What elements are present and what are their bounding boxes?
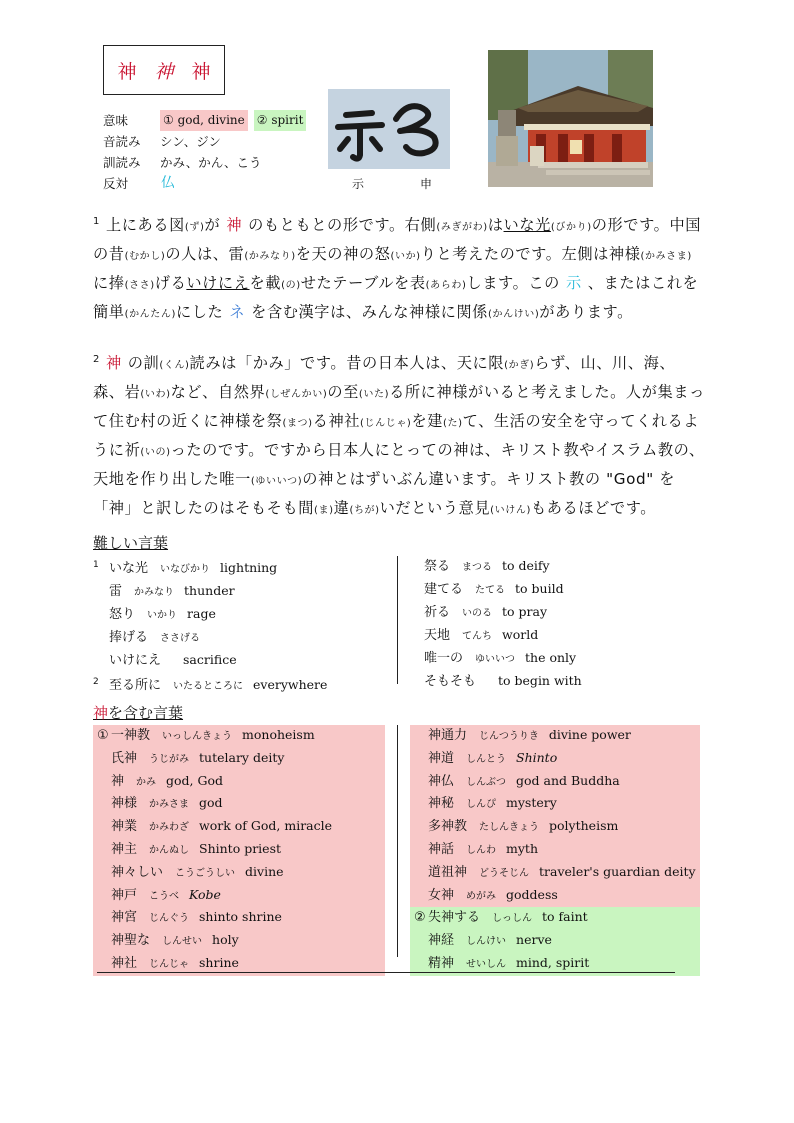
- para2-text: 違: [333, 499, 350, 518]
- word-row: [93, 839, 385, 862]
- vocab-row: [93, 603, 327, 626]
- word-reading: かみさま: [149, 799, 190, 811]
- para1-text: のもともとの形です。右側: [248, 216, 437, 235]
- vocab-meaning: sacrifice: [183, 652, 237, 668]
- onyomi-label: 音読み: [103, 134, 141, 149]
- words-heading-kanji: 神: [93, 704, 109, 722]
- para1-text: が: [204, 216, 221, 235]
- para1-text: があります。: [539, 303, 633, 322]
- para1-reading: (いか): [390, 251, 421, 263]
- vocab-term: 祭る: [424, 559, 451, 574]
- word-reading: しんぴ: [466, 799, 497, 811]
- word-term: 女神: [428, 887, 455, 903]
- word-term: 神様: [111, 796, 138, 812]
- word-reading: いっしんきょう: [162, 731, 233, 742]
- word-row: [410, 862, 700, 885]
- vocab-number: 2: [93, 677, 99, 688]
- word-meaning: nerve: [516, 932, 552, 948]
- word-term: 神話: [428, 841, 455, 857]
- word-reading: せいしん: [466, 958, 507, 970]
- para2-text: て、生活の安全を守ってくれるように祈: [93, 412, 700, 460]
- para1-text: りと考えたのです。左側は神様: [420, 245, 641, 264]
- para1-text: の形です。中国の昔: [93, 216, 702, 264]
- vocab-reading: いのる: [462, 608, 493, 619]
- vocab-reading: かみなり: [134, 587, 175, 599]
- meaning-row: [103, 110, 306, 131]
- word-term: 神道: [428, 750, 455, 766]
- vocab-term: 唯一の: [424, 651, 464, 666]
- word-row: [93, 725, 385, 748]
- para2-number: 2: [93, 354, 100, 365]
- opposite-label: 反対: [103, 176, 129, 191]
- vocab-term: 祈る: [424, 605, 451, 620]
- para1-reading: (ず): [184, 222, 205, 234]
- para1-reading: (あらわ): [425, 280, 467, 292]
- word-meaning: Shinto priest: [199, 840, 282, 856]
- word-term: 道祖神: [428, 864, 468, 880]
- para2-reading: (いた): [358, 389, 390, 401]
- para1-text: にした: [175, 303, 224, 322]
- vocab-meaning: thunder: [184, 583, 235, 599]
- vocab-row: [93, 626, 327, 649]
- para2-reading: (しぜんかい): [265, 389, 328, 401]
- word-reading: どうそじん: [479, 867, 530, 879]
- para1-text: せたテーブルを表: [300, 274, 426, 293]
- word-reading: しんぶつ: [466, 776, 507, 788]
- para1-text: します。この: [466, 274, 560, 293]
- word-term: 失神する: [428, 910, 481, 926]
- word-term: 神経: [428, 933, 455, 949]
- para2-reading: (た): [443, 418, 463, 430]
- para1-radical-blue: ネ: [229, 303, 246, 322]
- para2-reading: (ゆいいつ): [250, 476, 303, 488]
- vocab-row: [424, 601, 582, 624]
- vocab-term: 建てる: [424, 582, 464, 597]
- word-row: [410, 907, 700, 930]
- onyomi-value: シン、ジン: [160, 134, 221, 149]
- word-term: 神宮: [111, 910, 138, 926]
- word-meaning: god and Buddha: [516, 772, 620, 788]
- vocab-heading: 難しい言葉: [93, 534, 169, 552]
- vocab-row: [424, 555, 582, 578]
- words-left-list: [93, 725, 385, 976]
- vocab-meaning: the only: [525, 650, 577, 665]
- vocab-reading: ささげる: [160, 633, 201, 645]
- word-row: [410, 930, 700, 953]
- onyomi-row: [103, 131, 306, 152]
- para2-reading: (いわ): [140, 389, 171, 401]
- opposite-row: [103, 173, 306, 194]
- vocab-term: いな光: [109, 561, 149, 577]
- word-term: 一神教: [111, 728, 151, 743]
- para2-text: る神社: [312, 412, 361, 431]
- word-reading: かみわざ: [149, 822, 190, 834]
- para2-text: を建: [411, 412, 444, 431]
- vocab-divider: [397, 556, 398, 684]
- word-meaning: mind, spirit: [516, 954, 590, 970]
- vocab-meaning: to deify: [502, 558, 550, 573]
- meaning-2: ② spirit: [254, 110, 307, 131]
- para1-text: の人は、雷: [165, 245, 245, 264]
- word-term: 神秘: [428, 796, 455, 812]
- vocab-row: [93, 580, 327, 603]
- word-reading: しんとう: [466, 753, 507, 765]
- para2-text: もあるほどです。: [530, 499, 657, 518]
- para1-underlined: いけにえ: [186, 274, 250, 293]
- kanji-info: [103, 110, 306, 194]
- vocab-reading: まつる: [462, 562, 493, 573]
- para2-text: らず、山、川、海、森、岩: [93, 354, 676, 402]
- glyph-label-left: 示: [352, 177, 365, 191]
- para2-reading: (ちが): [349, 505, 380, 517]
- word-meaning: work of God, miracle: [199, 818, 333, 834]
- para1-text: を載: [249, 274, 282, 293]
- vocab-row: [93, 672, 327, 697]
- word-row: [93, 862, 385, 885]
- word-term: 神業: [111, 819, 138, 835]
- para2-reading: (いけん): [490, 505, 531, 517]
- word-reading: しんわ: [466, 844, 497, 856]
- kunyomi-value: かみ、かん、こう: [160, 155, 262, 170]
- word-meaning: divine: [245, 863, 284, 879]
- word-row: [410, 725, 700, 748]
- word-term: 神聖な: [111, 933, 151, 949]
- kanji-form-3: 神: [191, 60, 211, 83]
- vocab-right-list: [424, 555, 582, 693]
- word-group-marker: ②: [414, 910, 426, 926]
- word-reading: しっしん: [492, 913, 533, 925]
- word-term: 精神: [428, 955, 455, 971]
- word-meaning: holy: [212, 932, 239, 948]
- vocab-row: [424, 578, 582, 601]
- para1-text: は: [487, 216, 504, 235]
- para2-kanji-red: 神: [105, 354, 122, 373]
- word-meaning: mystery: [506, 795, 557, 811]
- para1-text: 、またはこれを簡単: [93, 274, 699, 322]
- opposite-value: 仏: [161, 175, 175, 191]
- word-reading: めがみ: [466, 890, 497, 902]
- vocab-reading: ゆいいつ: [475, 654, 516, 665]
- para2-reading: (いの): [140, 447, 171, 459]
- vocab-term: いけにえ: [109, 653, 162, 669]
- para2-reading: (じんじゃ): [360, 418, 412, 430]
- para2-reading: (ま): [314, 505, 334, 517]
- shrine-photo: [488, 50, 653, 187]
- word-row: [93, 885, 385, 908]
- word-meaning: tutelary deity: [199, 749, 285, 765]
- vocab-row: [424, 624, 582, 647]
- word-meaning: polytheism: [549, 818, 619, 834]
- word-term: 多神教: [428, 819, 468, 835]
- word-term: 氏神: [111, 750, 138, 766]
- para1-reading: (みぎがわ): [436, 222, 488, 234]
- word-meaning: shinto shrine: [199, 909, 282, 925]
- word-reading: うじがみ: [149, 753, 190, 765]
- vocab-row: [93, 555, 327, 580]
- kunyomi-row: [103, 152, 306, 173]
- word-reading: かみ: [136, 776, 157, 788]
- para1-text: を天の神の怒: [295, 245, 391, 264]
- word-term: 神々しい: [111, 864, 164, 880]
- words-heading-text: を含む言葉: [108, 704, 184, 722]
- para1-reading: (ささ): [124, 280, 155, 292]
- word-reading: しんせい: [162, 936, 203, 948]
- para1-reading: (びかり): [550, 222, 592, 234]
- para2-reading: (かぎ): [504, 360, 535, 372]
- vocab-term: 至る所に: [109, 678, 162, 694]
- word-term: 神通力: [428, 728, 468, 743]
- word-row: [93, 816, 385, 839]
- word-meaning: Shinto: [516, 749, 558, 765]
- para1-reading: (の): [281, 280, 301, 292]
- vocab-meaning: everywhere: [253, 677, 328, 693]
- word-reading: かんぬし: [149, 844, 190, 856]
- para1-kanji-red: 神: [226, 216, 243, 235]
- para2-text: の至: [327, 383, 359, 402]
- glyph-label-right: 申: [420, 177, 433, 191]
- word-row: [93, 771, 385, 794]
- para1-reading: (かみなり): [244, 251, 296, 263]
- vocab-left-list: [93, 555, 327, 697]
- para2-text: など、自然界: [170, 383, 266, 402]
- para1-text: げる: [154, 274, 187, 293]
- word-meaning: myth: [506, 840, 539, 856]
- para2-reading: (くん): [159, 360, 190, 372]
- word-row: [93, 748, 385, 771]
- word-reading: じんつうりき: [479, 731, 539, 742]
- ancient-glyph-image: [328, 89, 450, 169]
- word-meaning: Kobe: [189, 886, 221, 902]
- para1-text: に捧: [93, 274, 125, 293]
- meaning-1: ① god, divine: [160, 110, 248, 131]
- word-row: [410, 748, 700, 771]
- words-right-list: [410, 725, 700, 976]
- vocab-reading: てんち: [462, 631, 493, 642]
- para2-text: いだという意見: [379, 499, 491, 518]
- para1-kanji-cyan: 示: [565, 274, 582, 293]
- para1-reading: (かんたん): [124, 309, 176, 321]
- word-reading: じんぐう: [149, 913, 190, 925]
- para1-reading: (かみさま): [640, 251, 692, 263]
- para1-text: 上にある図: [105, 216, 185, 235]
- para1-text: を含む漢字は、みんな神様に関係: [251, 303, 488, 322]
- word-row: [93, 930, 385, 953]
- vocab-row: [424, 647, 582, 670]
- word-row: [410, 839, 700, 862]
- kanji-form-1: 神: [117, 60, 137, 83]
- word-row: [93, 907, 385, 930]
- words-divider: [397, 725, 398, 957]
- word-row: [410, 885, 700, 908]
- word-term: 神社: [111, 955, 138, 971]
- para2-text: る所に神様がいると考えました。人が集まって住む村の近くに神様を祭: [93, 383, 705, 431]
- paragraph-2: [93, 347, 705, 524]
- word-meaning: divine power: [548, 727, 631, 742]
- word-term: 神: [111, 773, 125, 789]
- word-group-marker: ①: [97, 728, 109, 743]
- para1-number: 1: [93, 216, 100, 227]
- vocab-meaning: to pray: [502, 604, 548, 619]
- vocab-meaning: lightning: [220, 560, 278, 576]
- word-term: 神戸: [111, 887, 138, 903]
- meaning-label: 意味: [103, 113, 129, 128]
- word-reading: こうべ: [149, 890, 180, 902]
- vocab-row: [93, 649, 327, 672]
- word-meaning: god, God: [166, 772, 224, 788]
- kanji-forms-box: [103, 45, 225, 95]
- vocab-term: 雷: [109, 584, 123, 600]
- word-reading: たしんきょう: [479, 822, 540, 834]
- para2-reading: (まつ): [282, 418, 313, 430]
- word-row: [410, 771, 700, 794]
- vocab-term: そもそも: [424, 674, 477, 689]
- vocab-reading: いたるところに: [173, 681, 244, 693]
- word-meaning: to faint: [542, 909, 588, 925]
- para1-reading: (むかし): [124, 251, 166, 263]
- vocab-term: 天地: [424, 628, 451, 643]
- vocab-term: 捧げる: [109, 630, 149, 646]
- kunyomi-label: 訓読み: [103, 155, 141, 170]
- para2-text: ったのです。ですから日本人にとっての神は、キリスト教やイスラム教の、天地を作り出した唯一: [93, 441, 705, 489]
- vocab-meaning: to build: [515, 581, 564, 596]
- para1-underlined: いな光: [503, 216, 551, 235]
- vocab-term: 怒り: [109, 607, 136, 623]
- para1-reading: (かんけい): [487, 309, 540, 321]
- para2-text: 読みは「かみ」です。昔の日本人は、天に限: [189, 354, 505, 373]
- word-row: [410, 816, 700, 839]
- para2-text: の神とはずいぶん違います。キリスト教の "God" を「神」と訳したのはそもそも間: [93, 470, 676, 518]
- word-meaning: goddess: [506, 886, 558, 902]
- word-reading: こうごうしい: [175, 867, 236, 879]
- word-meaning: shrine: [199, 954, 239, 970]
- vocab-number: 1: [93, 560, 99, 570]
- vocab-reading: いなびかり: [160, 564, 211, 576]
- vocab-meaning: to begin with: [498, 673, 582, 688]
- word-meaning: traveler's guardian deity: [539, 863, 696, 879]
- word-term: 神主: [111, 841, 138, 857]
- vocab-row: [424, 670, 582, 693]
- word-reading: しんけい: [466, 936, 507, 948]
- word-row: [93, 793, 385, 816]
- word-meaning: god: [199, 795, 223, 811]
- vocab-meaning: world: [502, 627, 539, 642]
- vocab-reading: いかり: [147, 610, 178, 622]
- paragraph-1: [93, 209, 705, 328]
- kanji-form-2: 神: [154, 60, 174, 83]
- word-meaning: monoheism: [242, 727, 315, 742]
- word-reading: じんじゃ: [149, 958, 190, 970]
- word-row: [410, 793, 700, 816]
- words-heading: [93, 702, 183, 723]
- para2-text: の訓: [127, 354, 160, 373]
- bottom-rule: [97, 972, 675, 973]
- word-term: 神仏: [428, 773, 455, 789]
- vocab-meaning: rage: [187, 606, 216, 622]
- vocab-reading: たてる: [475, 585, 506, 596]
